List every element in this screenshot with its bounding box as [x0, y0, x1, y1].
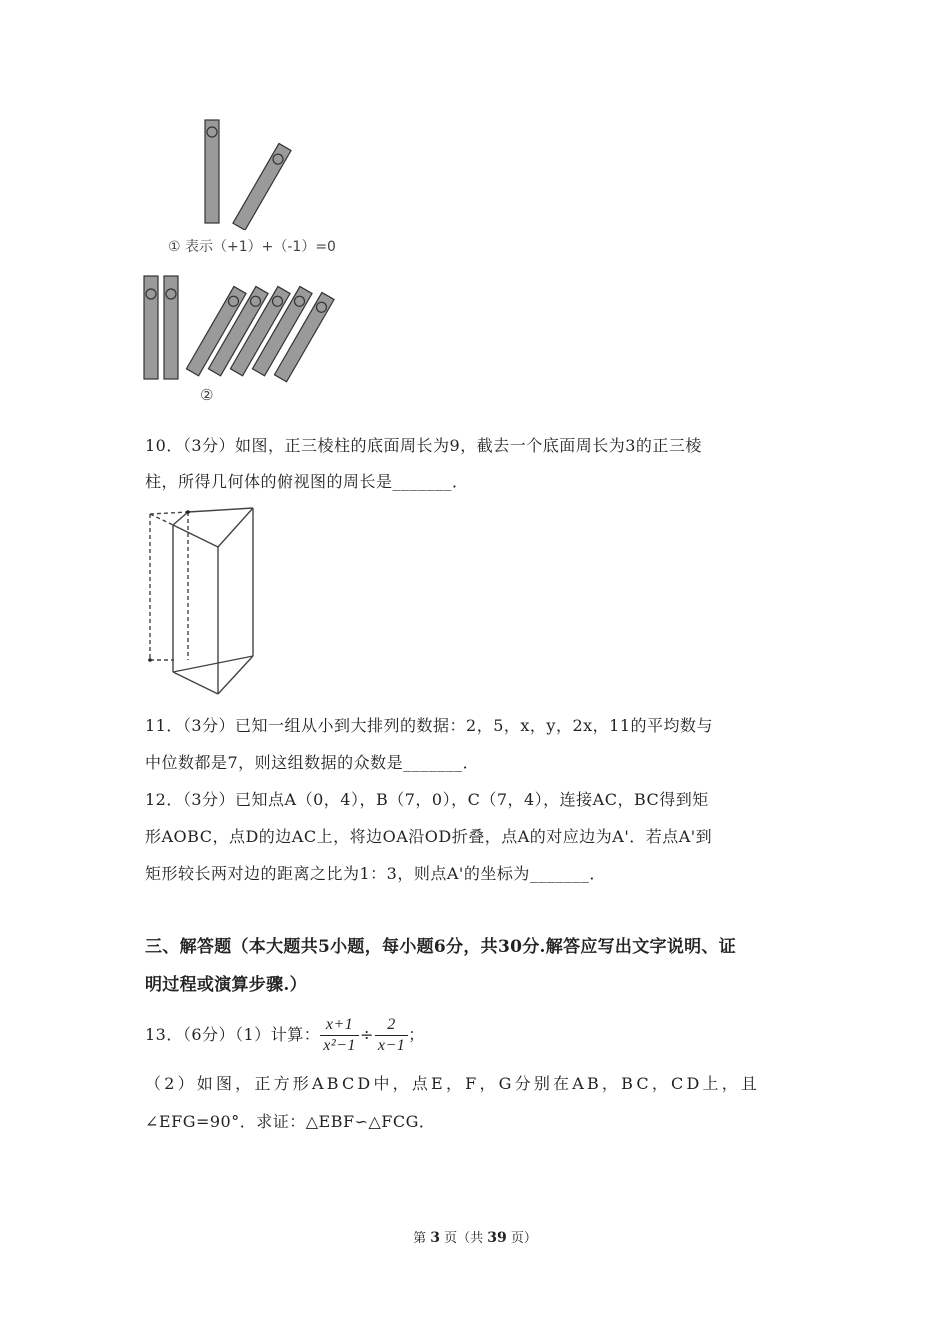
q13-prefix: 13．（6分）（1）计算：	[145, 1025, 321, 1044]
fraction-2	[375, 1015, 408, 1056]
fraction-1	[320, 1015, 359, 1056]
sticks-figure-1	[190, 115, 320, 230]
fraction-2-numerator: 2	[375, 1015, 408, 1036]
divide-operator: ÷	[359, 1025, 374, 1044]
page-footer	[0, 1227, 950, 1246]
fraction-1-numerator: x+1	[320, 1015, 359, 1036]
sticks-figure-2	[140, 270, 345, 385]
footer-total-pages: 39	[487, 1230, 507, 1246]
footer-prefix: 第	[413, 1231, 427, 1246]
figure-label-2: ②	[200, 386, 214, 404]
q11-line2: 中位数都是7，则这组数据的众数是_______．	[145, 753, 480, 772]
prism-figure	[140, 500, 265, 700]
footer-page-number: 3	[430, 1230, 440, 1246]
q13-part2-line1: （2）如图，正方形ABCD中，点E，F，G分别在AB，BC，CD上，且	[145, 1074, 761, 1093]
section3-heading-line1: 三、解答题（本大题共5小题，每小题6分，共30分.解答应写出文字说明、证	[145, 937, 737, 957]
stick-vertical	[205, 120, 219, 223]
fraction-2-denominator: x−1	[377, 1036, 406, 1054]
q12-line3: 矩形较长两对边的距离之比为1：3，则点A'的坐标为_______．	[145, 864, 606, 883]
q10-line1: 10．（3分）如图，正三棱柱的底面周长为9，截去一个底面周长为3的正三棱	[145, 436, 702, 455]
q13-part2-line2: ∠EFG=90°．求证：△EBF∽△FCG．	[145, 1112, 436, 1131]
q13-suffix: ；	[408, 1025, 425, 1044]
q12-line2: 形AOBC，点D的边AC上，将边OA沿OD折叠，点A的对应边为A'．若点A'到	[145, 827, 713, 846]
footer-middle: 页（共	[444, 1231, 484, 1246]
fraction-1-denominator: x²−1	[323, 1036, 356, 1054]
q13-part1	[145, 1011, 425, 1059]
footer-suffix: 页）	[510, 1231, 537, 1246]
q12-line1: 12．（3分）已知点A（0，4），B（7，0），C（7，4），连接AC，BC得到矩	[145, 790, 709, 809]
q11-line1: 11．（3分）已知一组从小到大排列的数据：2，5，x，y，2x，11的平均数与	[145, 716, 714, 735]
figure-caption-1: ① 表示（+1）+（-1）=0	[168, 239, 336, 255]
section3-heading-line2: 明过程或演算步骤.）	[145, 975, 307, 995]
q10-line2: 柱，所得几何体的俯视图的周长是_______．	[145, 472, 469, 491]
